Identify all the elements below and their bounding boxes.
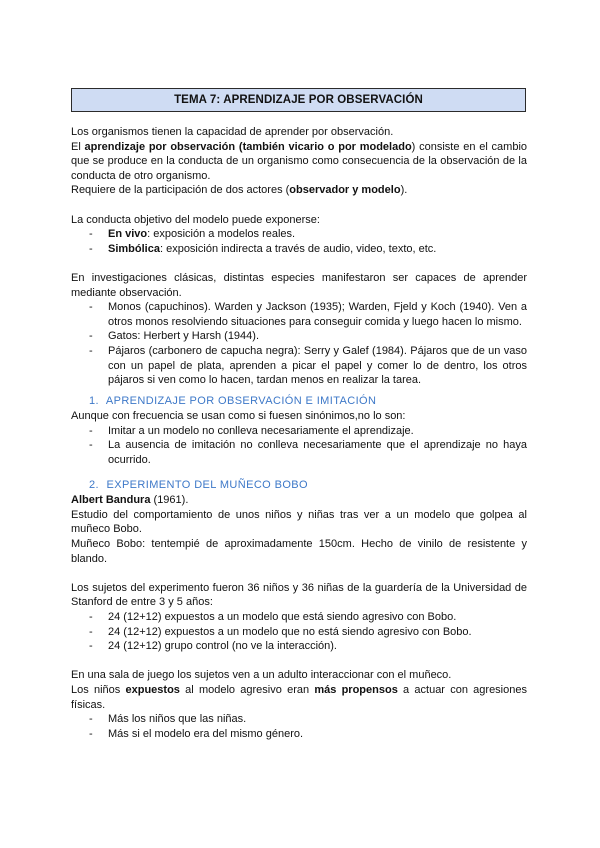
dash-list <box>71 227 527 256</box>
paragraph: Los sujetos del experimento fueron 36 niños y 36 niñas de la guardería de la Universidad de Stanford de entre 3 y 5 años: <box>71 581 527 609</box>
list-item: - Más los niños que las niñas. <box>89 713 247 726</box>
list-item: - 24 (12+12) expuestos a un modelo que no está siendo agresivo con Bobo. <box>89 625 472 638</box>
list-item: - Más si el modelo era del mismo género. <box>89 727 304 740</box>
paragraph: Requiere de la participación de dos actores (observador y modelo). <box>71 184 408 197</box>
dash-list <box>71 610 527 654</box>
list-item: - Monos (capuchinos). Warden y Jackson (1935); Warden, Fjeld y Koch (1940). Ven a otros monos resolviendo situaciones para conseguir comida y luego hacen lo mismo. <box>89 301 527 328</box>
paragraph: Los organismos tienen la capacidad de aprender por observación. <box>71 126 394 138</box>
list-item: - Simbólica: exposición indirecta a través de audio, video, texto, etc. <box>89 242 437 255</box>
paragraph: El aprendizaje por observación (también vicario o por modelado) consiste en el cambio que se produce en la conducta de un organismo como consecuencia de la observación de la conducta de otro organismo. <box>71 140 528 182</box>
list-item: - Gatos: Herbert y Harsh (1944). <box>89 330 260 343</box>
list-item: - Imitar a un modelo no conlleva necesariamente el aprendizaje. <box>89 424 414 437</box>
paragraph: Los niños expuestos al modelo agresivo eran más propensos a actuar con agresiones físicas. <box>71 683 527 711</box>
page-title: TEMA 7: APRENDIZAJE POR OBSERVACIÓN <box>174 94 423 106</box>
paragraph: Estudio del comportamiento de unos niños y niñas tras ver a un modelo que golpea al muñeco Bobo. <box>71 508 527 536</box>
list-item: - Pájaros (carbonero de capucha negra): Serry y Galef (1984). Pájaros que de un vaso con un papel de plata, aprenden a picar el papel y comer lo de dentro, los otros pájaros si ven como lo hacen, tardan menos en realizar la tarea. <box>89 344 527 387</box>
section-heading: 2. EXPERIMENTO DEL MUÑECO BOBO <box>89 478 308 491</box>
paragraph: Aunque con frecuencia se usan como si fuesen sinónimos,no lo son: <box>71 410 406 423</box>
list-item: - 24 (12+12) expuestos a un modelo que está siendo agresivo con Bobo. <box>89 611 457 623</box>
dash-list <box>71 712 527 741</box>
paragraph: Muñeco Bobo: tentempié de aproximadamente 150cm. Hecho de vinilo de resistente y blando. <box>71 538 527 565</box>
dash-list <box>71 424 527 468</box>
paragraph: En investigaciones clásicas, distintas especies manifestaron ser capaces de aprender mediante observación. <box>71 271 527 299</box>
list-item: - En vivo: exposición a modelos reales. <box>89 228 296 241</box>
list-item: - 24 (12+12) grupo control (no ve la interacción). <box>89 640 337 653</box>
list-item: - La ausencia de imitación no conlleva necesariamente que el aprendizaje no haya ocurrido. <box>89 439 527 467</box>
section-heading: 1. APRENDIZAJE POR OBSERVACIÓN E IMITACIÓN <box>89 394 377 407</box>
paragraph: En una sala de juego los sujetos ven a un adulto interaccionar con el muñeco. <box>71 669 452 682</box>
paragraph: Albert Bandura (1961). <box>71 494 189 507</box>
dash-list <box>71 300 527 388</box>
document-body <box>71 125 527 741</box>
title-box <box>71 88 526 112</box>
paragraph: La conducta objetivo del modelo puede exponerse: <box>71 213 320 226</box>
